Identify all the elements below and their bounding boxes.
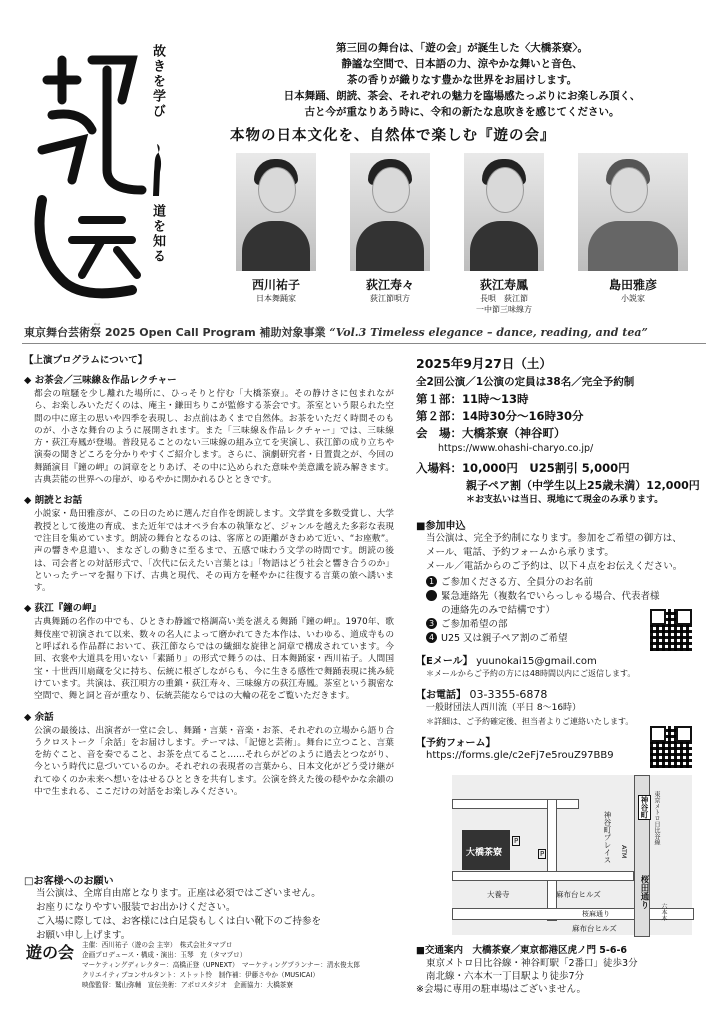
performer-role: 長唄 荻江節 一中節三味線方 [476, 294, 532, 314]
intro-line: 第三回の舞台は、「遊の会」が誕生した〈大橋茶寮〉。 [336, 42, 588, 54]
intro-line: 茶の香りが織りなす豊かな世界をお届けします。 [346, 74, 578, 86]
parking-icon: P [514, 837, 519, 845]
qr-code-icon[interactable] [650, 609, 692, 651]
program-heading: 【上演プログラムについて】 [24, 355, 148, 366]
map-place: 神谷町プレイス [603, 811, 612, 864]
event-part1: 第１部：11時～13時 [416, 392, 529, 406]
section-body: 公演の最後は、出演者が一堂に会し、舞踊・言葉・音楽・お茶、それぞれの立場から語り合うクロストーク「余話」をお届けします。テーマは、「記憶と芸術」。舞台に立つこと、言葉を紡ぐこと、音を奏でること、お茶を点てること……それらがどのように過去とつながり、今という時代に息づいているのか。それぞれの表現者の言葉から、日本文化がどう受け継がれてゆくのか未来へ想いをはせるひとときを共有します。公演を終えた後の穏やかな余韻の中で生まれる、ここだけの対話をお楽しみください。 [34, 725, 394, 798]
program-banner [24, 324, 704, 340]
access-title: ■交通案内 大橋茶寮／東京都港区虎ノ門 5-6-6 [416, 945, 627, 956]
intro-line: 静謐な空間で、日本語の力、涼やかな舞いと音色、 [341, 58, 583, 70]
email-link[interactable]: yuunokai15@gmail.com [476, 656, 597, 667]
performer-role: 荻江節唄方 [370, 294, 410, 303]
venue-link[interactable]: https://www.ohashi-charyo.co.jp/ [438, 443, 594, 454]
credit-line: 企画プロデュース・構成・演出：玉琴 充（タマプロ） [82, 951, 247, 959]
section-title: ◆ お茶会／三味線＆作品レクチャー [24, 375, 177, 386]
intro-line: 日本舞踊、朗読、茶会、それぞれの魅力を臨場感たっぷりにお楽しみ頂く、 [283, 90, 641, 102]
apply-intro: メール／電話からのご予約は、以下４点をお伝えください。 [426, 561, 683, 572]
map-street: 桜麻通り [582, 910, 610, 918]
program-section [24, 352, 394, 800]
apply-item [426, 576, 706, 590]
item-number: 3 [426, 618, 437, 629]
access-map [452, 775, 692, 935]
tel-org: 一般財団法人西川流（平日 8～16時） [426, 703, 582, 713]
map-crossing: 六本木 [660, 903, 667, 921]
map-street: 桜田通り [639, 875, 649, 909]
intro-line: 古と今が重なりあう時に、令和の新たな息吹きを感じてください。 [304, 106, 620, 118]
apply-title: ■参加申込 [416, 521, 466, 532]
apply-intro: メール、電話、予約フォームから承ります。 [426, 547, 614, 558]
tel-number[interactable]: 03-3355-6878 [469, 688, 548, 701]
section-title: ◆ 余話 [24, 711, 54, 723]
email-row [416, 652, 706, 667]
email-label: 【Eメール】 [416, 656, 473, 667]
divider [22, 343, 706, 344]
access-info [416, 944, 706, 996]
credit-line: マーケティングディレクター：高橋正登（UPNEXT） マーケティングプランナー：清水俊太郎 [82, 961, 360, 969]
performer-name: 荻江寿々 [365, 278, 414, 292]
road [452, 799, 579, 809]
road [547, 799, 557, 921]
credit-line: クリエイティブコンサルタント：ストット怜 制作補：伊藤さやか（MUSICAI） [82, 971, 319, 979]
dancer-silhouette-icon [150, 142, 164, 198]
map-station: 神谷町 [640, 796, 649, 819]
section-body: 小説家・島田雅彦が、この日のために選んだ自作を朗読します。文学賞を多数受賞し、大学教授として後進の育成、また近年ではオペラ台本の執筆など、ジャンルを越えた多彩な表現で注目を集めています。朗読の舞台となるのは、客席との距離がきわめて近い、“お座敷”。声の響きや息遣い、まなざしの動きに至るまで、五感で味わう文学の時間です。朗読の後は、司会者との対話形式で、「次代に伝えたい言葉とは」「物語はどう社会と響き合うのか」といったテーマを掘り下げ、古典と現代、その両方を軽やかに往復する言葉の旅へ誘います。 [34, 509, 394, 594]
performer-name: 西川祐子 [251, 278, 300, 292]
section-body: 都会の喧騒を少し離れた場所に、ひっそりと佇む「大橋茶寮」。その静けさに包まれながら、お楽しみいただくのは、庵主・鎌田ちりこが監修する茶会です。茶室という限られた空間の中に席主の思いや四季を表現し、お点前はあくまで自然体。お茶をいただく時間そのものが、小さな舞台のように展開されます。また「三味線＆作品レクチャー」では、三味線方・荻江寿鳳が登場。普段見ることのない三味線の組み立てを実演し、荻江節の成り立ちや演奏の聞きどころを分かりやすくご紹介します。さらに、演劇研究者・日置貴之が、今回の舞踊演目『鐘の岬』の詞章をとりあげ、その中に込められた意味や美意識を読み解きます。古典芸能の世界への扉が、ゆるやかに開かれるひとときです。 [34, 389, 394, 486]
notice-line: ご入場に際しては、お客様には白足袋もしくは白い靴下のご持参を [36, 916, 322, 927]
notice [24, 872, 390, 943]
email-note: ＊メールからご予約の方には48時間以内にご返信します。 [426, 669, 636, 678]
event-date: 2025年9月27日（土） [416, 356, 552, 371]
item-text: U25 又は親子ペア割のご希望 [441, 633, 568, 644]
banner-program: 東京舞台芸術祭 2025 Open Call Program 補助対象事業 [24, 326, 326, 339]
tagline-learn: 故きを学び [150, 44, 165, 119]
headline: 本物の日本文化を、自然体で楽しむ『遊の会』 [230, 127, 556, 144]
credits [26, 940, 416, 990]
performer-role: 日本舞踊家 [256, 294, 296, 303]
tel-label: 【お電話】 [416, 690, 466, 701]
performer-photo [464, 153, 544, 271]
road [452, 908, 694, 920]
notice-line: お願い申し上げます。 [36, 930, 131, 941]
performer-role: 小説家 [621, 294, 645, 303]
item-number: 4 [426, 632, 437, 643]
item-number: 1 [426, 576, 437, 587]
credit-line: 主催：西川祐子（遊の会 主宰） 株式会社タマプロ [82, 941, 233, 949]
event-fee-pair: 親子ペア割（中学生以上25歳未満）12,000円 [466, 479, 700, 492]
map-place: 麻布台ヒルズ [556, 890, 601, 899]
performer-photo [578, 153, 688, 271]
credit-line: 映像監督：鷲山弥輔 宣伝美術：アポロスタジオ 企画協力：大橋茶寮 [82, 981, 293, 989]
map-place: 大養寺 [487, 890, 510, 899]
road [452, 871, 634, 881]
credits-logo: 遊の会 [26, 943, 75, 962]
event-fee: 入場料：10,000円 U25割引 5,000円 [416, 461, 630, 475]
map-line: 東京メトロ日比谷線 [653, 791, 660, 845]
notice-line: お座りになりやすい服装でお出かけください。 [36, 902, 236, 913]
apply-item [421, 590, 661, 618]
logo-text: 遊の会 [93, 324, 101, 326]
map-place: 麻布台ヒルズ [572, 924, 617, 933]
performer-name: 荻江寿鳳 [479, 278, 528, 292]
item-text: 緊急連絡先（複数名でいらっしゃる場合、代表者様の連絡先のみで結構です） [441, 591, 660, 616]
event-part2: 第２部：14時30分～16時30分 [416, 409, 584, 423]
apply-intro: 当公演は、完全予約制になります。参加をご希望の御方は、 [426, 533, 682, 544]
form-link[interactable]: https://forms.gle/c2eFj7e5rouZ97BB9 [426, 750, 614, 761]
event-info [416, 354, 706, 763]
tel-note: ＊詳細は、ご予約確定後、担当者よりご連絡いたします。 [426, 717, 634, 726]
item-text: ご参加希望の部 [441, 619, 508, 630]
banner-title: “Vol.3 Timeless elegance – dance, reading, and tea” [329, 326, 648, 339]
item-text: ご参加くださる方、全員分のお名前 [441, 577, 594, 588]
parking-icon: P [540, 850, 545, 858]
qr-code-icon[interactable] [650, 726, 692, 768]
access-line: 南北線・六本木一丁目駅より徒歩7分 [426, 971, 585, 982]
form-label: 【予約フォーム】 [416, 738, 496, 749]
section-body: 古典舞踊の名作の中でも、ひときわ静謐で格調高い美を湛える舞踊『鐘の岬』。1970年、歌舞伎座で初演されて以来、数々の名人によって磨かれてきた本作は、いわゆる、道成寺ものと呼ばれる作品群において、荻江節ならではの繊細な旋律と詞章で構成されています。今回、衣裳や大道具を用いない「素踊り」の形式で舞うのは、日本舞踊家・西川祐子。人間国宝・十世西川扇蔵を父に持ち、伝統に根ざしながらも、今に生きる感性で舞踊表現に挑み続けています。共演は、荻江唄方の重鎮・荻江寿々、三味線方の荻江寿鳳。茶室という親密な空間で、舞と詞と音が重なり、伝統芸能ならではの大輪の花をご覧いただきます。 [34, 617, 394, 702]
access-line: 東京メトロ日比谷線・神谷町駅「2番口」徒歩3分 [426, 958, 638, 969]
tagline-know: 道を知る [150, 204, 165, 264]
map-atm: ATM [620, 845, 628, 859]
performer-photo [350, 153, 430, 271]
performer-photo [236, 153, 316, 271]
access-line: ※会場に専用の駐車場はございません。 [416, 984, 587, 995]
notice-line: 当公演は、全席自由席となります。正座は必須ではございません。 [36, 888, 321, 899]
map-venue-label: 大橋茶寮 [466, 848, 503, 858]
event-summary: 全2回公演／1公演の定員は38名／完全予約制 [416, 376, 635, 388]
section-title: ◆ 朗読とお話 [24, 495, 83, 507]
intro-text [242, 40, 682, 120]
event-venue: 会 場：大橋茶寮（神谷町） [416, 426, 566, 440]
performer-name: 島田雅彦 [608, 278, 657, 292]
section-title: ◆ 荻江『鐘の岬』 [24, 603, 102, 615]
payment-note: ＊お支払いは当日、現地にて現金のみ承ります。 [466, 495, 664, 505]
item-number: 2 [426, 590, 437, 601]
notice-title: □お客様へのお願い [24, 876, 114, 887]
tel-row [416, 686, 706, 701]
